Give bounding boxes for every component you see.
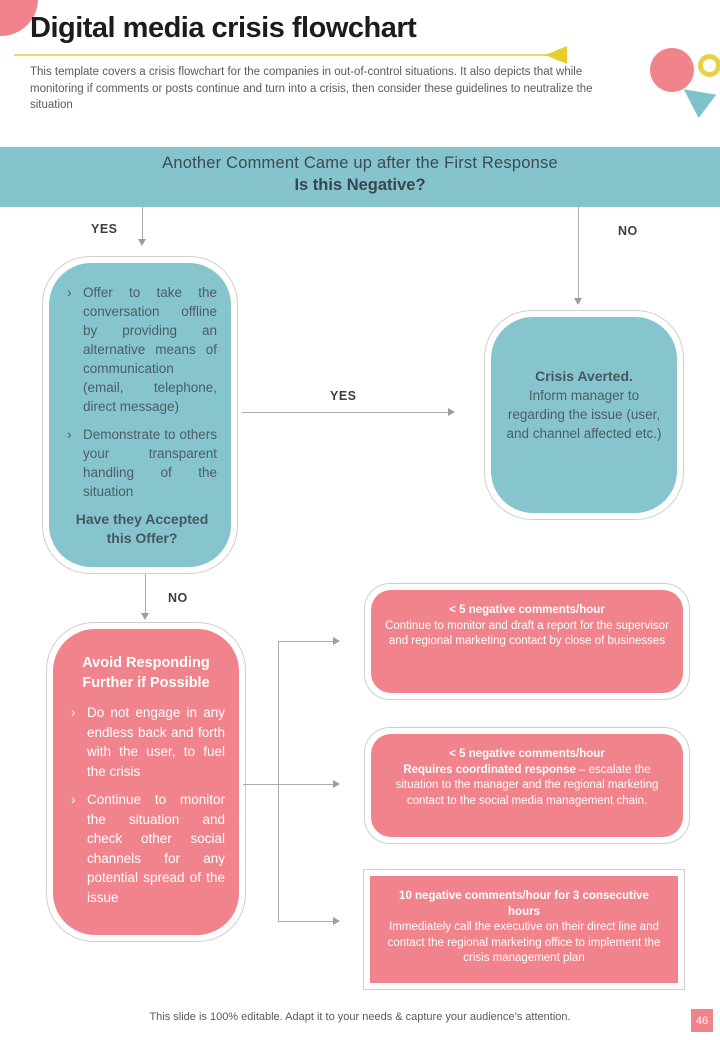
connector-branch-1 xyxy=(278,641,333,642)
offer-box xyxy=(42,256,238,574)
arrowhead-right-icon xyxy=(333,780,340,788)
label-yes-mid: YES xyxy=(330,389,357,403)
list-item xyxy=(71,790,225,907)
arrowhead-right-icon xyxy=(448,408,455,416)
connector-stub xyxy=(243,784,279,785)
title-arrow-icon xyxy=(545,46,567,64)
escalate-title: 10 negative comments/hour for 3 consecutive hours xyxy=(399,890,649,918)
banner-question: Is this Negative? xyxy=(294,176,426,194)
monitor-box xyxy=(364,583,690,700)
crisis-averted-body: Inform manager to regarding the issue (user, and channel affected etc.) xyxy=(506,388,662,441)
bullet-chevron-icon: › xyxy=(67,427,72,442)
list-item xyxy=(67,283,217,416)
avoid-bullet-2: Continue to monitor the situation and check other social channels for any potential spread of the issue xyxy=(87,792,225,905)
coordinate-body-rest: – escalate the situation to the manager and the regional marketing contact to the social media management chain. xyxy=(395,763,659,807)
label-yes-top: YES xyxy=(91,222,118,236)
connector-yes-top xyxy=(142,207,143,239)
connector-yes-mid xyxy=(242,412,448,413)
coordinate-body xyxy=(385,763,669,810)
arrowhead-down-icon xyxy=(138,239,146,246)
coordinate-body-bold: Requires coordinated response xyxy=(403,763,576,776)
coordinate-title: < 5 negative comments/hour xyxy=(449,748,605,760)
slide-description: This template covers a crisis flowchart for the companies in out-of-control situations. It also depicts that while monitoring if comments or posts continue and turn into a crisis, then consider these guidelines to neutralize the situation xyxy=(30,66,593,111)
connector-branch-2 xyxy=(278,784,333,785)
monitor-title: < 5 negative comments/hour xyxy=(449,604,605,616)
connector-no-top xyxy=(578,207,579,298)
bullet-chevron-icon: › xyxy=(67,285,72,300)
footer-note: This slide is 100% editable. Adapt it to your needs & capture your audience’s attention. xyxy=(149,1011,571,1023)
arrowhead-down-icon xyxy=(574,298,582,305)
offer-bullet-2: Demonstrate to others your transparent handling of the situation xyxy=(83,427,217,499)
avoid-title: Avoid Responding Further if Possible xyxy=(82,655,210,691)
connector-trunk xyxy=(278,641,279,922)
connector-branch-3 xyxy=(278,921,333,922)
offer-question: Have they Accepted this Offer? xyxy=(75,511,209,546)
offer-bullet-1: Offer to take the conversation offline by providing an alternative means of communication (email, telephone, direct message) xyxy=(83,285,217,414)
question-banner xyxy=(0,147,720,207)
monitor-body: Continue to monitor and draft a report for the supervisor and regional marketing contact by close of businesses xyxy=(385,619,669,647)
arrowhead-down-icon xyxy=(141,613,149,620)
banner-line1: Another Comment Came up after the First Response xyxy=(162,154,558,172)
crisis-averted-title: Crisis Averted. xyxy=(535,368,633,384)
arrowhead-right-icon xyxy=(333,637,340,645)
connector-no-mid xyxy=(145,574,146,613)
title-underline xyxy=(14,54,548,56)
bullet-chevron-icon: › xyxy=(71,705,76,720)
crisis-averted-box xyxy=(484,310,684,520)
label-no-top: NO xyxy=(618,224,638,238)
teal-triangle-decor-icon xyxy=(683,86,717,119)
yellow-ring-decor-icon xyxy=(698,54,720,77)
bullet-chevron-icon: › xyxy=(71,792,76,807)
pink-circle-decor-icon xyxy=(650,48,694,92)
list-item xyxy=(71,703,225,781)
coordinate-box xyxy=(364,727,690,844)
label-no-mid: NO xyxy=(168,591,188,605)
avoid-box xyxy=(46,622,246,942)
arrowhead-right-icon xyxy=(333,917,340,925)
escalate-box xyxy=(363,869,685,990)
escalate-body: Immediately call the executive on their direct line and contact the regional marketing office to implement the crisis management plan xyxy=(387,921,661,964)
list-item xyxy=(67,425,217,501)
page-number-badge: 46 xyxy=(691,1009,713,1032)
avoid-bullet-1: Do not engage in any endless back and forth with the user, to fuel the crisis xyxy=(87,705,225,779)
page-title: Digital media crisis flowchart xyxy=(30,12,417,44)
